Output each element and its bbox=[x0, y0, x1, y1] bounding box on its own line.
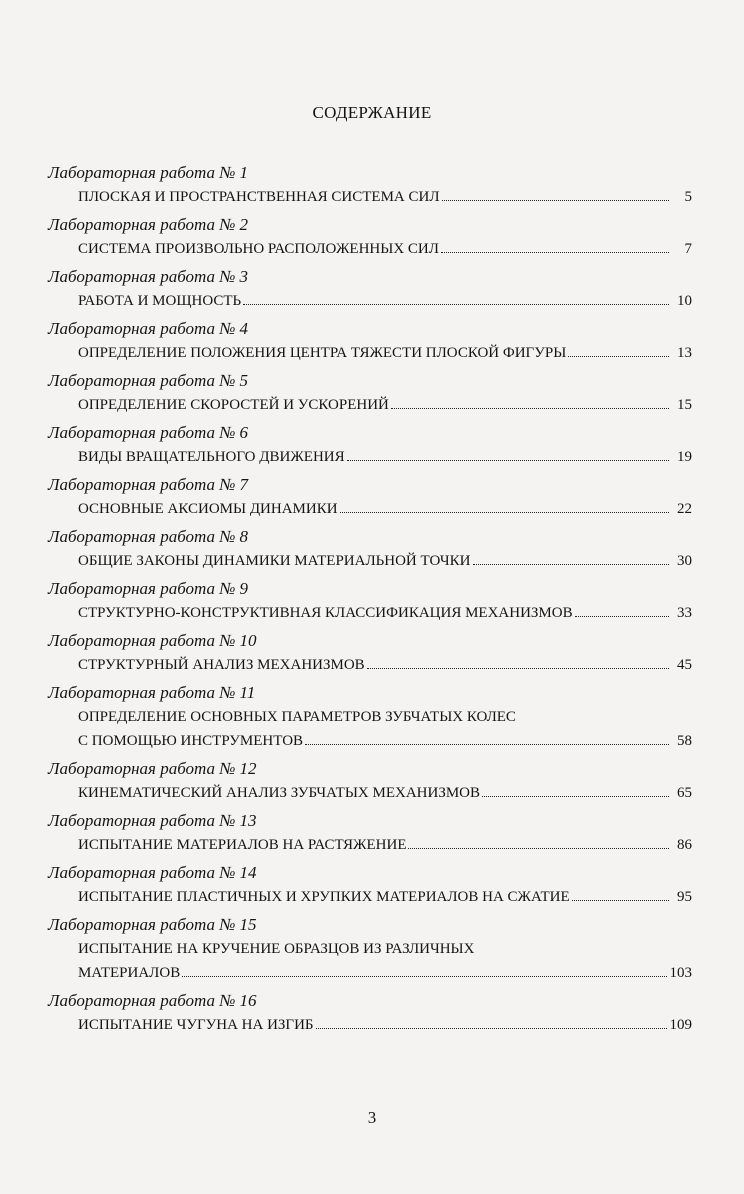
toc-entry bbox=[48, 680, 694, 756]
toc-entry-line bbox=[78, 730, 692, 756]
toc-entry bbox=[48, 628, 694, 680]
dot-leader bbox=[575, 616, 669, 617]
toc-entry bbox=[48, 316, 694, 368]
toc-entry-line bbox=[78, 498, 692, 524]
toc-entry-line bbox=[78, 602, 692, 628]
toc-entry bbox=[48, 160, 694, 212]
toc-entry-line bbox=[78, 654, 692, 680]
toc-entry bbox=[48, 420, 694, 472]
toc-entry-page: 10 bbox=[677, 293, 692, 309]
toc-entry-label: Лабораторная работа № 1 bbox=[48, 163, 249, 182]
toc-entry-page: 33 bbox=[677, 605, 692, 621]
toc-entry-line bbox=[78, 186, 692, 212]
toc-entry-line bbox=[78, 782, 692, 808]
toc-entry-title: ИСПЫТАНИЕ МАТЕРИАЛОВ НА РАСТЯЖЕНИЕ bbox=[78, 837, 407, 853]
toc-entry-title: ИСПЫТАНИЕ ПЛАСТИЧНЫХ И ХРУПКИХ МАТЕРИАЛОВ НА СЖАТИЕ bbox=[78, 889, 570, 905]
page-number: 3 bbox=[367, 1108, 377, 1127]
toc-entry-line bbox=[78, 290, 692, 316]
dot-leader bbox=[243, 304, 669, 305]
table-of-contents bbox=[48, 160, 694, 1040]
toc-entry-page: 15 bbox=[677, 397, 692, 413]
toc-entry-page: 19 bbox=[677, 449, 692, 465]
toc-entry-line bbox=[78, 962, 692, 988]
toc-entry bbox=[48, 756, 694, 808]
dot-leader bbox=[482, 796, 669, 797]
toc-entry-page: 65 bbox=[677, 785, 692, 801]
dot-leader bbox=[340, 512, 669, 513]
toc-entry-title: ОПРЕДЕЛЕНИЕ СКОРОСТЕЙ И УСКОРЕНИЙ bbox=[78, 397, 389, 413]
toc-entry-label: Лабораторная работа № 7 bbox=[48, 475, 249, 494]
toc-entry-page: 95 bbox=[677, 889, 692, 905]
toc-entry-page: 5 bbox=[684, 189, 692, 205]
toc-entry-title: ОПРЕДЕЛЕНИЕ ОСНОВНЫХ ПАРАМЕТРОВ ЗУБЧАТЫХ КОЛЕС bbox=[78, 709, 516, 725]
toc-entry-page: 30 bbox=[677, 553, 692, 569]
toc-entry-label: Лабораторная работа № 12 bbox=[48, 759, 257, 778]
toc-entry bbox=[48, 988, 694, 1040]
toc-entry-page: 13 bbox=[677, 345, 692, 361]
toc-entry-title: МАТЕРИАЛОВ bbox=[78, 965, 181, 981]
toc-entry bbox=[48, 576, 694, 628]
toc-entry bbox=[48, 368, 694, 420]
toc-entry-title: ИСПЫТАНИЕ ЧУГУНА НА ИЗГИБ bbox=[78, 1017, 314, 1033]
toc-entry-line bbox=[78, 706, 692, 730]
toc-entry-page: 45 bbox=[677, 657, 692, 673]
toc-entry-label: Лабораторная работа № 16 bbox=[48, 991, 257, 1010]
toc-entry bbox=[48, 912, 694, 988]
toc-entry-title: КИНЕМАТИЧЕСКИЙ АНАЛИЗ ЗУБЧАТЫХ МЕХАНИЗМОВ bbox=[78, 785, 481, 801]
dot-leader bbox=[182, 976, 666, 977]
dot-leader bbox=[391, 408, 669, 409]
toc-entry-title: ИСПЫТАНИЕ НА КРУЧЕНИЕ ОБРАЗЦОВ ИЗ РАЗЛИЧНЫХ bbox=[78, 941, 475, 957]
toc-entry-title: СТРУКТУРНО-КОНСТРУКТИВНАЯ КЛАССИФИКАЦИЯ МЕХАНИЗМОВ bbox=[78, 605, 573, 621]
toc-entry-page: 109 bbox=[669, 1017, 692, 1033]
dot-leader bbox=[305, 744, 669, 745]
toc-entry bbox=[48, 808, 694, 860]
toc-entry-title: ОСНОВНЫЕ АКСИОМЫ ДИНАМИКИ bbox=[78, 501, 338, 517]
toc-entry bbox=[48, 472, 694, 524]
toc-entry-label: Лабораторная работа № 11 bbox=[48, 683, 256, 702]
toc-entry-line bbox=[78, 834, 692, 860]
toc-entry-page: 22 bbox=[677, 501, 692, 517]
dot-leader bbox=[473, 564, 669, 565]
toc-entry-line bbox=[78, 886, 692, 912]
dot-leader bbox=[442, 200, 669, 201]
dot-leader bbox=[408, 848, 669, 849]
page-title: СОДЕРЖАНИЕ bbox=[312, 103, 432, 122]
toc-entry-title: РАБОТА И МОЩНОСТЬ bbox=[78, 293, 242, 309]
toc-entry-page: 86 bbox=[677, 837, 692, 853]
dot-leader bbox=[568, 356, 669, 357]
toc-entry-page: 103 bbox=[669, 965, 692, 981]
toc-entry-label: Лабораторная работа № 3 bbox=[48, 267, 249, 286]
dot-leader bbox=[572, 900, 669, 901]
dot-leader bbox=[316, 1028, 667, 1029]
toc-entry-title: СИСТЕМА ПРОИЗВОЛЬНО РАСПОЛОЖЕННЫХ СИЛ bbox=[78, 241, 439, 257]
dot-leader bbox=[367, 668, 669, 669]
toc-entry-label: Лабораторная работа № 8 bbox=[48, 527, 249, 546]
toc-entry-label: Лабораторная работа № 9 bbox=[48, 579, 249, 598]
toc-entry-line bbox=[78, 1014, 692, 1040]
toc-entry-page: 7 bbox=[684, 241, 692, 257]
dot-leader bbox=[347, 460, 669, 461]
toc-entry-line bbox=[78, 394, 692, 420]
toc-entry-page: 58 bbox=[677, 733, 692, 749]
toc-entry-title: ОБЩИЕ ЗАКОНЫ ДИНАМИКИ МАТЕРИАЛЬНОЙ ТОЧКИ bbox=[78, 553, 471, 569]
toc-entry-line bbox=[78, 446, 692, 472]
toc-entry bbox=[48, 264, 694, 316]
toc-entry-title: ПЛОСКАЯ И ПРОСТРАНСТВЕННАЯ СИСТЕМА СИЛ bbox=[78, 189, 440, 205]
toc-entry bbox=[48, 524, 694, 576]
dot-leader bbox=[441, 252, 669, 253]
toc-entry-title: СТРУКТУРНЫЙ АНАЛИЗ МЕХАНИЗМОВ bbox=[78, 657, 365, 673]
toc-entry-label: Лабораторная работа № 6 bbox=[48, 423, 249, 442]
toc-entry bbox=[48, 860, 694, 912]
toc-entry-title: ВИДЫ ВРАЩАТЕЛЬНОГО ДВИЖЕНИЯ bbox=[78, 449, 345, 465]
toc-entry-line bbox=[78, 342, 692, 368]
toc-entry-title: С ПОМОЩЬЮ ИНСТРУМЕНТОВ bbox=[78, 733, 304, 749]
toc-entry-label: Лабораторная работа № 14 bbox=[48, 863, 257, 882]
toc-entry-line bbox=[78, 550, 692, 576]
toc-entry bbox=[48, 212, 694, 264]
toc-entry-label: Лабораторная работа № 2 bbox=[48, 215, 249, 234]
toc-entry-line bbox=[78, 238, 692, 264]
toc-entry-label: Лабораторная работа № 4 bbox=[48, 319, 249, 338]
toc-entry-label: Лабораторная работа № 13 bbox=[48, 811, 257, 830]
toc-entry-label: Лабораторная работа № 5 bbox=[48, 371, 249, 390]
toc-entry-label: Лабораторная работа № 10 bbox=[48, 631, 257, 650]
toc-entry-line bbox=[78, 938, 692, 962]
toc-entry-title: ОПРЕДЕЛЕНИЕ ПОЛОЖЕНИЯ ЦЕНТРА ТЯЖЕСТИ ПЛОСКОЙ ФИГУРЫ bbox=[78, 345, 567, 361]
toc-entry-label: Лабораторная работа № 15 bbox=[48, 915, 257, 934]
